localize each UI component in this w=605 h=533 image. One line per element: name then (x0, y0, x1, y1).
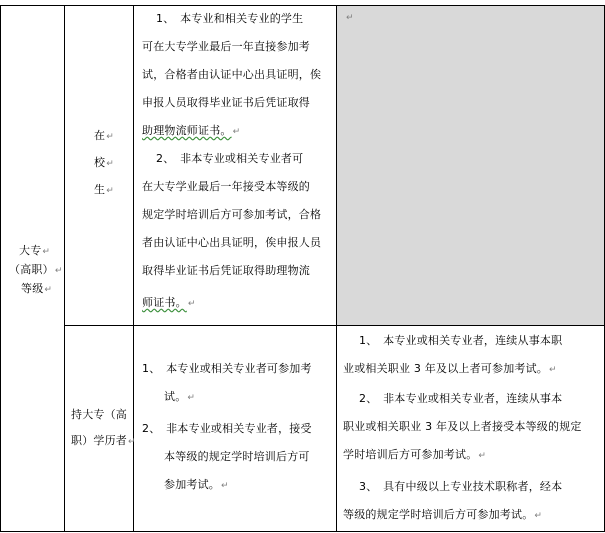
requirement-line: 师证书。↵ (142, 296, 196, 309)
requirement-line: 者由认证中心出具证明，俟申报人员 (142, 236, 322, 249)
category-cell (1, 6, 64, 531)
graduate-cell (65, 326, 136, 531)
category-label-line3: 等级↵ (21, 282, 53, 295)
experience-line: 业或相关职业 3 年及以上者可参加考试。↵ (343, 362, 557, 375)
experience-line: 1、 本专业或相关专业者，连续从事本职 (359, 334, 563, 347)
graduate-label-line2: 职）学历者↵ (71, 434, 136, 447)
requirement-line: 规定学时培训后方可参加考试，合格 (142, 208, 322, 221)
requirement-line: 试。↵ (164, 390, 196, 403)
in-school-cell (65, 6, 133, 325)
requirement-line: 1、 本专业或相关专业者可参加考 (142, 362, 312, 375)
experience-line: 3、 具有中级以上专业技术职称者，经本 (359, 480, 563, 493)
experience-line: 等级的规定学时培训后方可参加考试。↵ (343, 508, 543, 521)
experience-line: 2、 非本专业或相关专业者，连续从事本 (359, 392, 563, 405)
experience-line: 学时培训后方可参加考试。↵ (343, 448, 487, 461)
in-school-char-1: 在↵ (94, 129, 114, 142)
in-school-requirements (134, 6, 336, 325)
requirement-line: 1、 本专业和相关专业的学生 (156, 12, 304, 25)
graduate-experience (337, 326, 604, 531)
requirement-line: 可在大专学业最后一年直接参加考 (142, 40, 310, 53)
requirement-line: 2、 非本专业或相关专业者，接受 (142, 422, 312, 435)
requirement-line: 取得毕业证书后凭证取得助理物流 (142, 264, 310, 277)
category-label-line2: （高职）↵ (9, 263, 63, 276)
requirement-line: 2、 非本专业或相关专业者可 (156, 152, 304, 165)
requirement-line: 参加考试。↵ (164, 478, 229, 491)
experience-line: 职业或相关职业 3 年及以上者接受本等级的规定 (343, 420, 582, 433)
paragraph-mark: ↵ (346, 13, 354, 23)
in-school-char-3: 生↵ (94, 183, 114, 196)
requirement-line: 申报人员取得毕业证书后凭证取得 (142, 96, 310, 109)
graduate-requirements (134, 326, 336, 531)
graduate-label-line1: 持大专（高 (71, 408, 127, 421)
empty-shaded-cell (337, 6, 604, 325)
in-school-char-2: 校↵ (94, 156, 114, 169)
requirement-line: 助理物流师证书。↵ (142, 124, 241, 137)
table-border-bottom (0, 531, 605, 532)
requirement-line: 本等级的规定学时培训后方可 (164, 450, 310, 463)
requirement-line: 试，合格者由认证中心出具证明，俟 (142, 68, 322, 81)
category-label-line1: 大专↵ (19, 244, 51, 257)
requirement-line: 在大专学业最后一年接受本等级的 (142, 180, 310, 193)
